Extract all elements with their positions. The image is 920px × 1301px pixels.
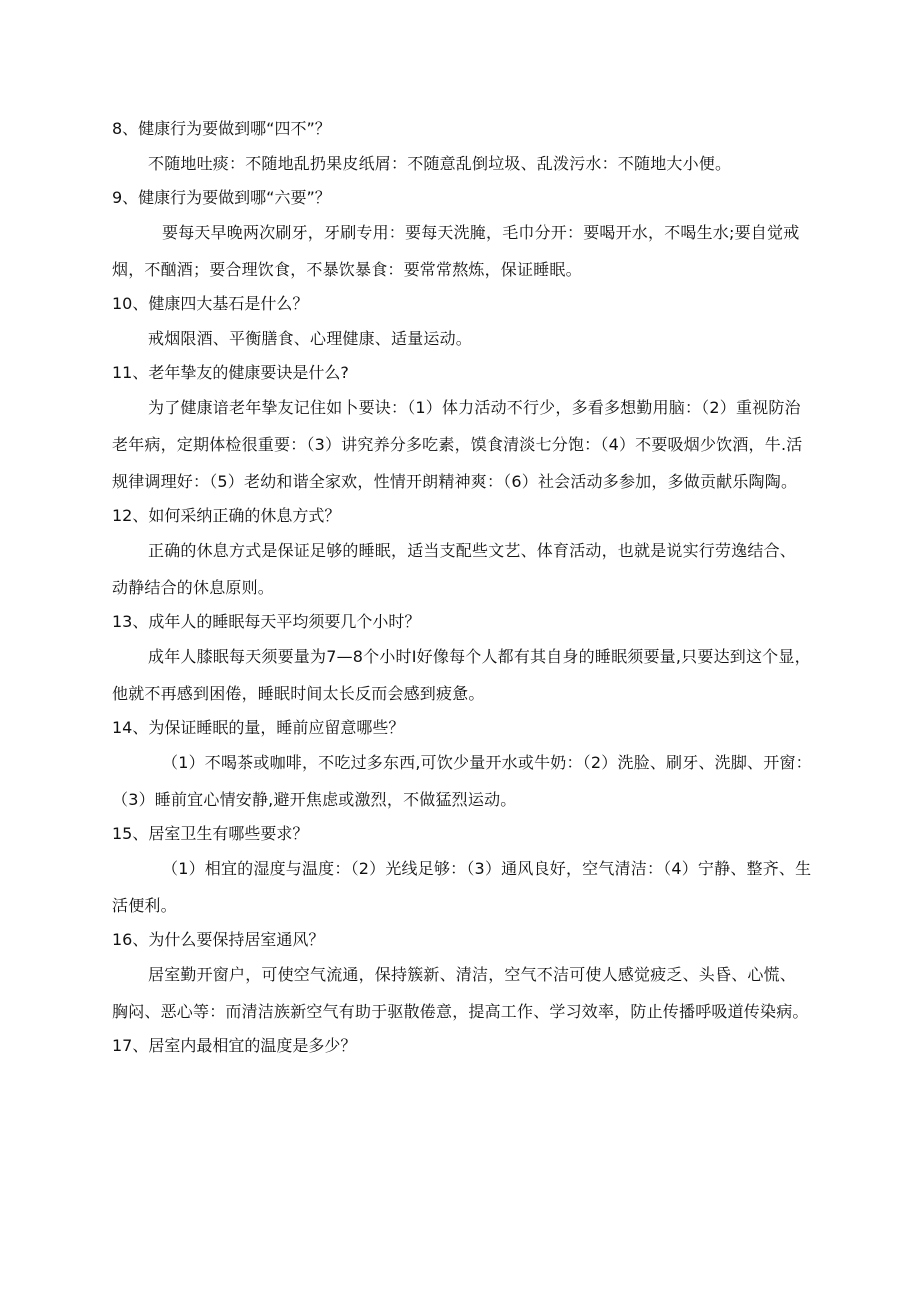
answer-13: 成年人膝眠每天须要量为7—8个小时I好像每个人都有其自身的睡眠须要量,只要达到这个显，他就不再感到困倦，睡眠时间太长反而会感到疲惫。: [112, 647, 811, 703]
question-12: 12、如何采纳正确的休息方式？: [112, 506, 341, 525]
question-11: 11、老年挚友的健康要诀是什么?: [112, 363, 349, 382]
question-8: 8、健康行为要做到哪“四不”？: [112, 119, 331, 138]
answer-8: 不随地吐痰：不随地乱扔果皮纸屑：不随意乱倒垃圾、乱泼污水：不随地大小便。: [148, 154, 732, 173]
answer-10: 戒烟限酒、平衡膳食、心理健康、适量运动。: [148, 329, 473, 348]
question-14: 14、为保证睡眠的量，睡前应留意哪些？: [112, 718, 405, 737]
qa-list: [112, 113, 812, 1062]
answer-15: （1）相宜的湿度与温度：（2）光线足够：（3）通风良好，空气清洁：（4）宁静、整齐、生活便利。: [112, 859, 812, 915]
answer-16: 居室勤开窗户，可使空气流通，保持簇新、清洁，空气不洁可使人感觉疲乏、头昏、心慌、胸闷、恶心等：而清洁族新空气有助于驱散倦意，提高工作、学习效率，防止传播呼吸道传染病。: [112, 965, 809, 1021]
question-16: 16、为什么要保持居室通风？: [112, 930, 325, 949]
question-9: 9、健康行为要做到哪“六要”？: [112, 188, 331, 207]
question-17: 17、居室内最相宜的温度是多少？: [112, 1036, 357, 1055]
question-10: 10、健康四大基石是什么？: [112, 294, 309, 313]
question-13: 13、成年人的睡眠每天平均须要几个小时？: [112, 612, 421, 631]
answer-12: 正确的休息方式是保证足够的睡眠，适当支配些文艺、体育活动，也就是说实行劳逸结合、动静结合的休息原则。: [112, 541, 797, 597]
answer-11: 为了健康谙老年挚友记住如卜要诀：（1）体力活动不行少，多看多想勤用脑：（2）重视防治老年病，定期体检很重要：（3）讲究养分多吃素，馍食清淡七分饱：（4）不要吸烟少饮酒，牛.活规律调理好：（5）老幼和谐全家欢，性情开朗精神爽：（6）社会活动多参加，多做贡献乐陶陶。: [112, 398, 803, 491]
answer-9: 要每天早晚两次刷牙，牙刷专用：要每天洗腌，毛巾分开：要喝开水，不喝生水;要自觉戒烟，不酗酒；要合理饮食，不暴饮暴食：要常常熬炼，保证睡眠。: [112, 223, 800, 279]
answer-14: （1）不喝茶或咖啡，不吃过多东西,可饮少量开水或牛奶：（2）洗脸、刷牙、洗脚、开窗：（3）睡前宜心情安静,避开焦虑或激烈，不做猛烈运动。: [112, 753, 812, 809]
question-15: 15、居室卫生有哪些要求？: [112, 824, 309, 843]
